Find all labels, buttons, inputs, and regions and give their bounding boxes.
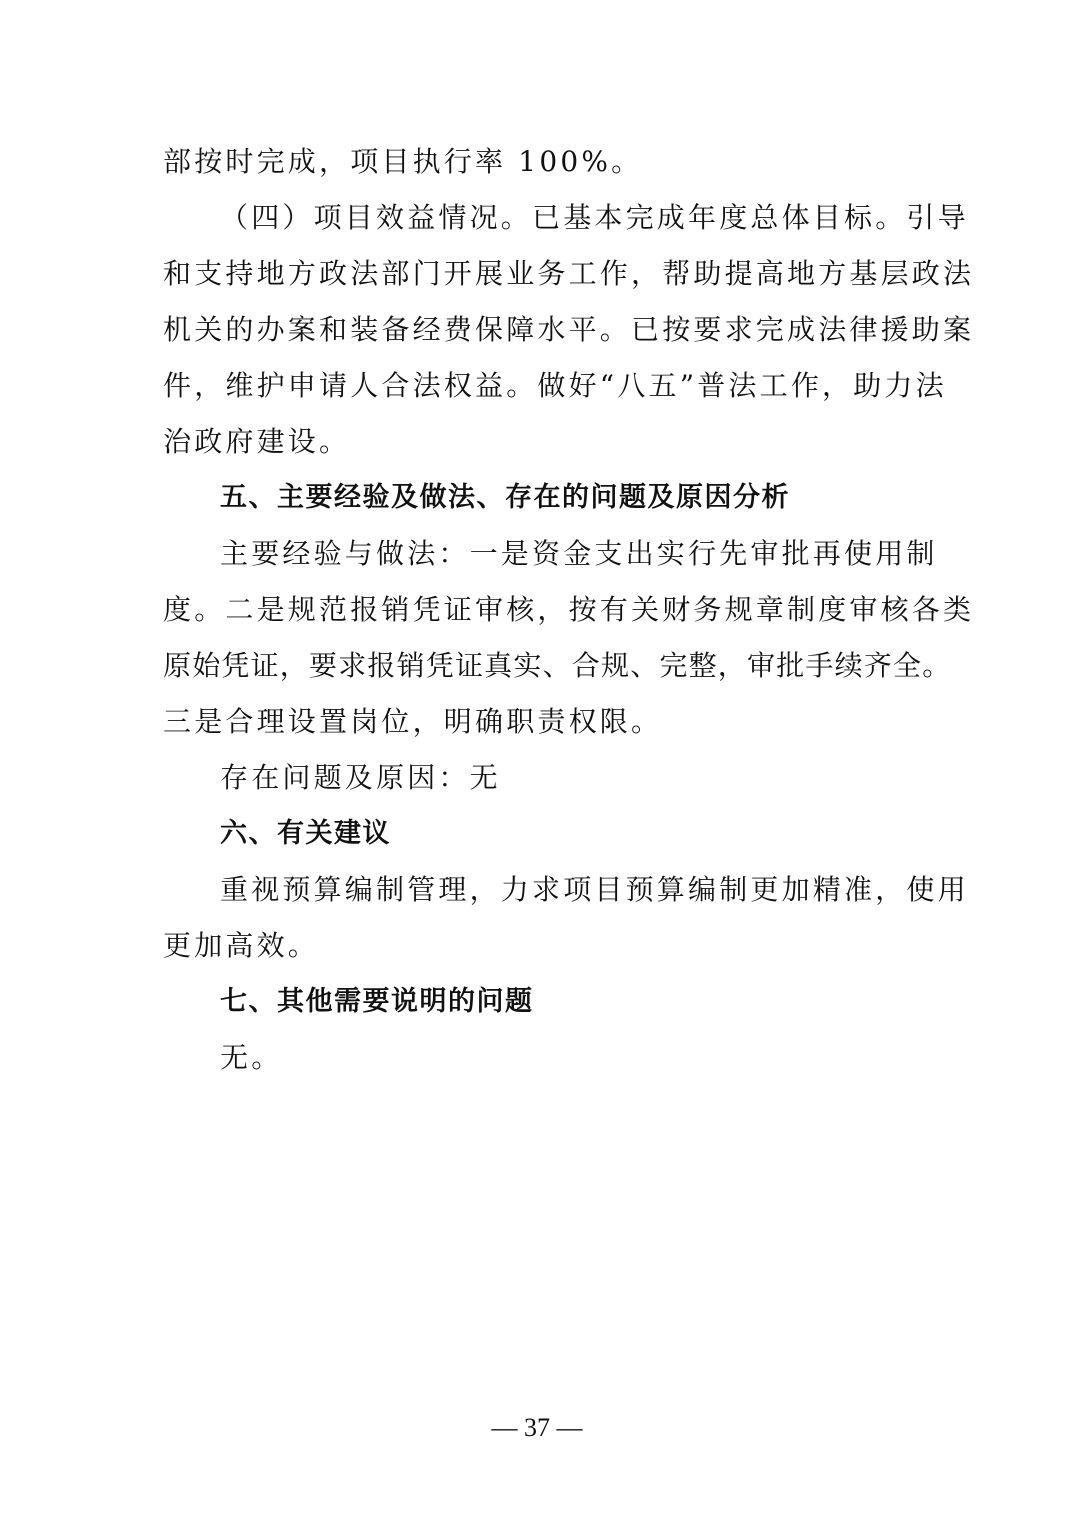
- section-heading-7: 七、其他需要说明的问题: [220, 986, 534, 1017]
- paragraph-line: 件，维护申请人合法权益。做好“八五”普法工作，助力法: [163, 369, 947, 402]
- page-number: — 37 —: [491, 1413, 583, 1442]
- paragraph-line: 更加高效。: [163, 929, 320, 962]
- paragraph-line: 三是合理设置岗位，明确职责权限。: [163, 705, 663, 738]
- paragraph-line: 重视预算编制管理，力求项目预算编制更加精准，使用: [220, 873, 969, 906]
- paragraph-line: 主要经验与做法：一是资金支出实行先审批再使用制: [220, 537, 938, 570]
- paragraph-line: 度。二是规范报销凭证审核，按有关财务规章制度审核各类: [163, 593, 975, 626]
- paragraph-line: 和支持地方政法部门开展业务工作，帮助提高地方基层政法: [163, 257, 975, 290]
- paragraph-line: 无。: [220, 1041, 283, 1074]
- paragraph-line: （四）项目效益情况。已基本完成年度总体目标。引导: [220, 201, 969, 234]
- paragraph-line: 原始凭证，要求报销凭证真实、合规、完整，审批手续齐全。: [163, 649, 952, 682]
- section-heading-6: 六、有关建议: [220, 818, 391, 849]
- paragraph-line: 部按时完成，项目执行率 100%。: [163, 145, 643, 178]
- section-heading-5: 五、主要经验及做法、存在的问题及原因分析: [220, 482, 790, 513]
- paragraph-line: 存在问题及原因：无: [220, 761, 501, 794]
- paragraph-line: 治政府建设。: [163, 425, 351, 458]
- paragraph-line: 机关的办案和装备经费保障水平。已按要求完成法律援助案: [163, 313, 975, 346]
